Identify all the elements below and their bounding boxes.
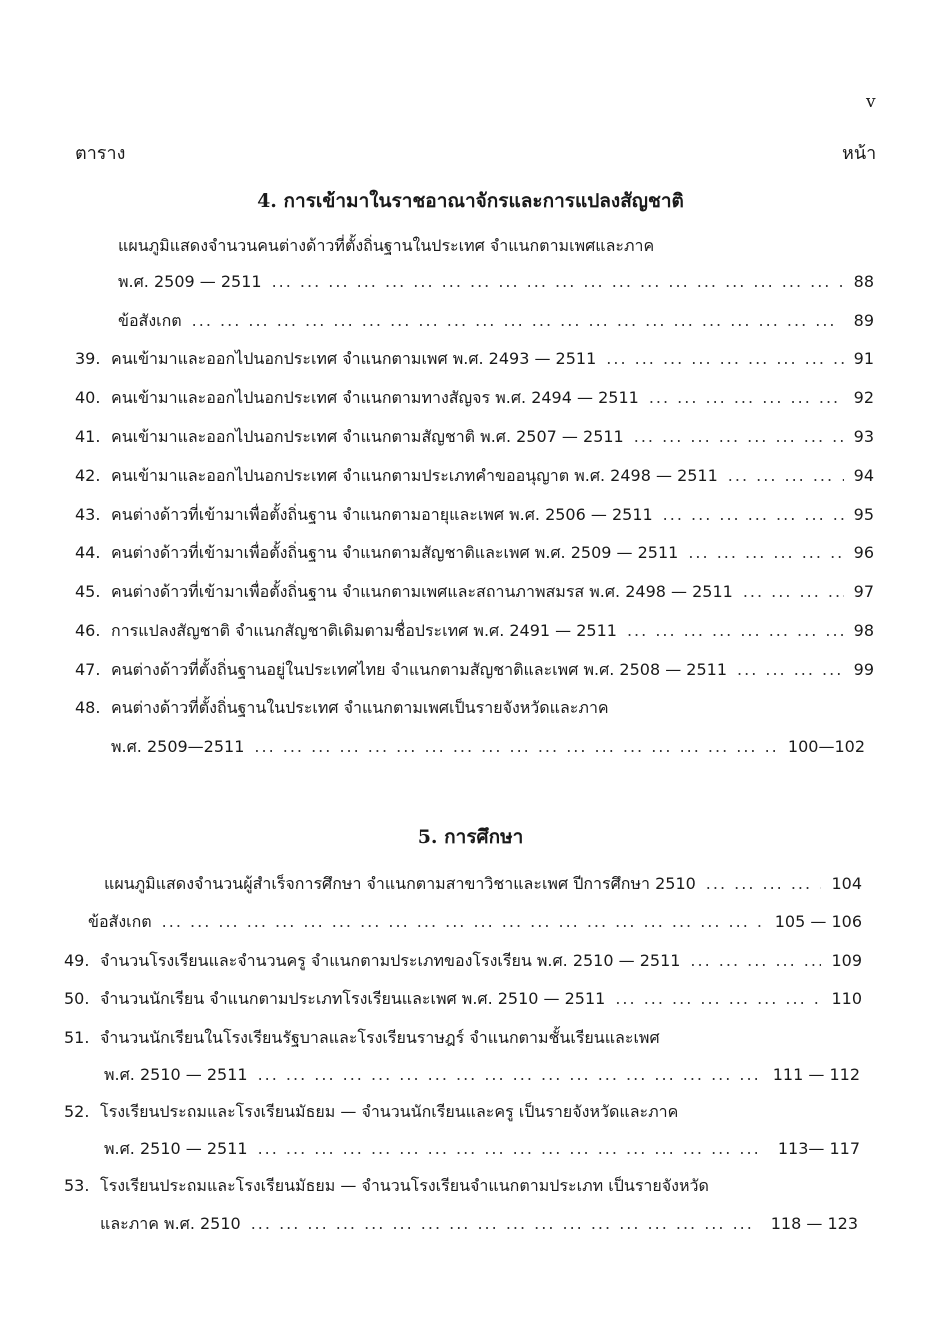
item-number: 48.: [75, 698, 101, 717]
item-text: คนเข้ามาและออกไปนอกประเทศ จำแนกตามประเภทคำขออนุญาต พ.ศ. 2498 — 2511: [111, 466, 718, 485]
s4-chart-row: [118, 270, 874, 294]
toc-row-48-line1: [75, 696, 874, 720]
toc-row-45: [75, 580, 874, 604]
page-ref: 92: [853, 388, 874, 407]
leader-dots: [251, 1214, 761, 1233]
leader-dots: [258, 1065, 763, 1084]
page-ref: 109: [831, 951, 862, 970]
item-number: 49.: [64, 951, 90, 970]
page-ref: 99: [853, 660, 874, 679]
page-ref: 104: [831, 874, 862, 893]
toc-row-41: [75, 425, 874, 449]
toc-row-47: [75, 658, 874, 682]
item-number: 50.: [64, 989, 90, 1008]
item-text-cont: และภาค พ.ศ. 2510: [100, 1214, 241, 1233]
toc-row-50: [64, 987, 862, 1011]
toc-row-39: [75, 347, 874, 371]
leader-dots: [258, 1139, 768, 1158]
toc-row-51-line2: [104, 1063, 860, 1087]
toc-row-51-line1: [64, 1026, 862, 1050]
page-ref: 88: [853, 272, 874, 291]
s5-notes-row: [88, 910, 862, 934]
page-ref: 105 — 106: [774, 912, 862, 931]
header-table-label: ตาราง: [75, 143, 126, 164]
s4-chart-line1-text: แผนภูมิแสดงจำนวนคนต่างด้าวที่ตั้งถิ่นฐานในประเทศ จำแนกตามเพศและภาค: [118, 236, 655, 255]
leader-dots: [192, 311, 844, 330]
notes-label: ข้อสังเกต: [88, 912, 152, 931]
page-ref: 100—102: [787, 737, 865, 756]
page-ref: 111 — 112: [772, 1065, 860, 1084]
item-text: คนเข้ามาและออกไปนอกประเทศ จำแนกตามทางสัญจร พ.ศ. 2494 — 2511: [111, 388, 639, 407]
page-ref: 95: [853, 505, 874, 524]
leader-dots: [606, 349, 843, 368]
item-number: 42.: [75, 466, 101, 485]
toc-row-52-line1: [64, 1100, 862, 1124]
item-number: 46.: [75, 621, 101, 640]
leader-dots: [728, 466, 844, 485]
item-text: จำนวนโรงเรียนและจำนวนครู จำแนกตามประเภทของโรงเรียน พ.ศ. 2510 — 2511: [100, 951, 681, 970]
leader-dots: [706, 874, 822, 893]
item-number: 40.: [75, 388, 101, 407]
item-text: คนต่างด้าวที่เข้ามาเพื่อตั้งถิ่นฐาน จำแนกตามสัญชาติและเพศ พ.ศ. 2509 — 2511: [111, 543, 679, 562]
item-number: 52.: [64, 1102, 90, 1121]
leader-dots: [272, 272, 844, 291]
leader-dots: [254, 737, 778, 756]
item-text: คนต่างด้าวที่เข้ามาเพื่อตั้งถิ่นฐาน จำแนกตามอายุและเพศ พ.ศ. 2506 — 2511: [111, 505, 653, 524]
toc-row-40: [75, 386, 874, 410]
item-number: 43.: [75, 505, 101, 524]
item-text: โรงเรียนประถมและโรงเรียนมัธยม — จำนวนนักเรียนและครู เป็นรายจังหวัดและภาค: [100, 1102, 679, 1121]
page-ref: 110: [831, 989, 862, 1008]
leader-dots: [649, 388, 844, 407]
section-5-title: 5. การศึกษา: [417, 826, 524, 848]
item-text: คนต่างด้าวที่ตั้งถิ่นฐานในประเทศ จำแนกตามเพศเป็นรายจังหวัดและภาค: [111, 698, 609, 717]
page-ref: 113— 117: [777, 1139, 860, 1158]
item-text-cont: พ.ศ. 2509—2511: [111, 737, 245, 756]
toc-row-53-line2: [100, 1212, 858, 1236]
toc-row-48-line2: [111, 735, 865, 759]
page-ref: 96: [853, 543, 874, 562]
item-text: คนเข้ามาและออกไปนอกประเทศ จำแนกตามเพศ พ.ศ. 2493 — 2511: [111, 349, 597, 368]
leader-dots: [690, 951, 821, 970]
item-number: 47.: [75, 660, 101, 679]
s5-chart-text: แผนภูมิแสดงจำนวนผู้สำเร็จการศึกษา จำแนกตามสาขาวิชาและเพศ ปีการศึกษา 2510: [104, 874, 696, 893]
leader-dots: [743, 582, 844, 601]
item-text: จำนวนนักเรียนในโรงเรียนรัฐบาลและโรงเรียนราษฎร์ จำแนกตามชั้นเรียนและเพศ: [100, 1028, 660, 1047]
item-text: การแปลงสัญชาติ จำแนกสัญชาติเดิมตามชื่อประเทศ พ.ศ. 2491 — 2511: [111, 621, 617, 640]
item-text: คนต่างด้าวที่ตั้งถิ่นฐานอยู่ในประเทศไทย จำแนกตามสัญชาติและเพศ พ.ศ. 2508 — 2511: [111, 660, 728, 679]
item-text: คนต่างด้าวที่เข้ามาเพื่อตั้งถิ่นฐาน จำแนกตามเพศและสถานภาพสมรส พ.ศ. 2498 — 2511: [111, 582, 733, 601]
item-text-cont: พ.ศ. 2510 — 2511: [104, 1139, 248, 1158]
page-ref: 91: [853, 349, 874, 368]
leader-dots: [688, 543, 843, 562]
page-ref: 97: [853, 582, 874, 601]
s4-chart-line2-text: พ.ศ. 2509 — 2511: [118, 272, 262, 291]
page-ref: 98: [853, 621, 874, 640]
item-text-cont: พ.ศ. 2510 — 2511: [104, 1065, 248, 1084]
leader-dots: [627, 621, 844, 640]
item-text: จำนวนนักเรียน จำแนกตามประเภทโรงเรียนและเพศ พ.ศ. 2510 — 2511: [100, 989, 606, 1008]
page-number: v: [866, 92, 876, 112]
page-ref: 89: [853, 311, 874, 330]
leader-dots: [663, 505, 844, 524]
toc-row-43: [75, 503, 874, 527]
item-text: โรงเรียนประถมและโรงเรียนมัธยม — จำนวนโรงเรียนจำแนกตามประเภท เป็นรายจังหวัด: [100, 1176, 709, 1195]
s4-notes-row: [118, 309, 874, 333]
page-ref: 118 — 123: [770, 1214, 858, 1233]
item-number: 39.: [75, 349, 101, 368]
toc-row-53-line1: [64, 1174, 862, 1198]
toc-row-49: [64, 949, 862, 973]
item-number: 53.: [64, 1176, 90, 1195]
item-number: 41.: [75, 427, 101, 446]
leader-dots: [737, 660, 844, 679]
page-ref: 93: [853, 427, 874, 446]
toc-row-42: [75, 464, 874, 488]
section-4-title: 4. การเข้ามาในราชอาณาจักรและการแปลงสัญชาติ: [257, 190, 684, 212]
notes-label: ข้อสังเกต: [118, 311, 182, 330]
item-number: 44.: [75, 543, 101, 562]
item-number: 45.: [75, 582, 101, 601]
leader-dots: [162, 912, 765, 931]
leader-dots: [615, 989, 821, 1008]
page-ref: 94: [853, 466, 874, 485]
toc-row-44: [75, 541, 874, 565]
toc-row-46: [75, 619, 874, 643]
item-number: 51.: [64, 1028, 90, 1047]
leader-dots: [634, 427, 844, 446]
s5-chart-row: [104, 872, 862, 896]
item-text: คนเข้ามาและออกไปนอกประเทศ จำแนกตามสัญชาติ พ.ศ. 2507 — 2511: [111, 427, 624, 446]
header-page-label: หน้า: [842, 143, 877, 164]
toc-row-52-line2: [104, 1137, 860, 1161]
s4-chart-line1: [118, 234, 878, 258]
